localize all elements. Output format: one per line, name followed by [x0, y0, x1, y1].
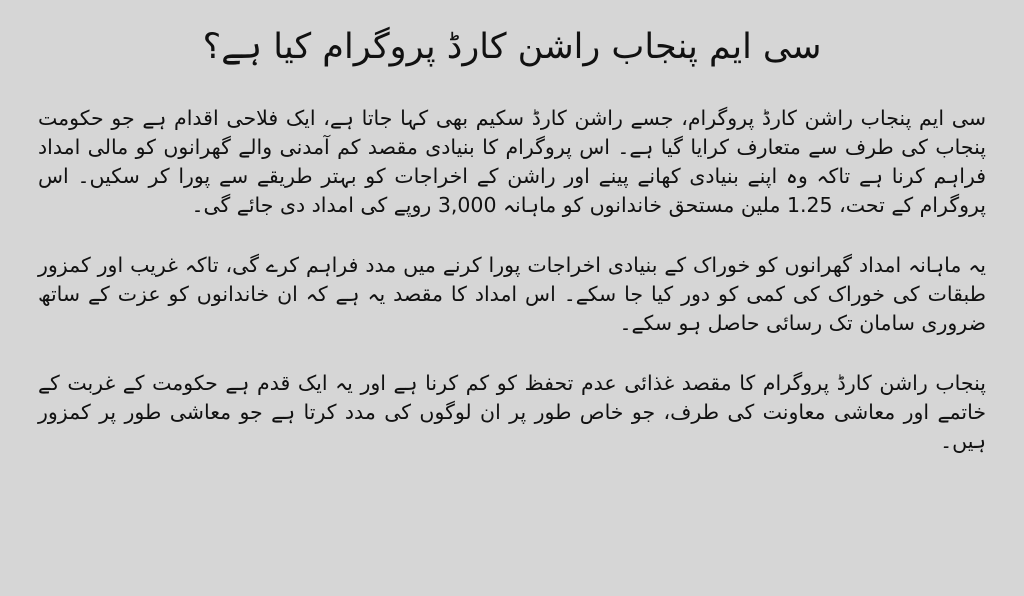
article-paragraph-1: سی ایم پنجاب راشن کارڈ پروگرام، جسے راشن کارڈ سکیم بھی کہا جاتا ہے، ایک فلاحی اقدام ہے جو حکومت پنجاب کی طرف سے متعارف کرایا گیا ہے۔ اس پروگرام کا بنیادی مقصد کم آمدنی والے گھرانوں کو مالی امداد فراہم کرنا ہے تاکہ وہ اپنے بنیادی کھانے پینے اور راشن کے اخراجات کو بہتر طریقے سے پورا کر سکیں۔ اس پروگرام کے تحت، 1.25 ملین مستحق خاندانوں کو ماہانہ 3,000 روپے کی امداد دی جائے گی۔	[38, 106, 986, 218]
article-paragraph-2: یہ ماہانہ امداد گھرانوں کو خوراک کے بنیادی اخراجات پورا کرنے میں مدد فراہم کرے گی، تاکہ غریب اور کمزور طبقات کی خوراک کی کمی کو دور کیا جا سکے۔ اس امداد کا مقصد یہ ہے کہ ان خاندانوں کو عزت کے ساتھ ضروری سامان تک رسائی حاصل ہو سکے۔	[38, 253, 986, 336]
article-title: سی ایم پنجاب راشن کارڈ پروگرام کیا ہے؟	[202, 27, 822, 67]
article-paragraph-3: پنجاب راشن کارڈ پروگرام کا مقصد غذائی عدم تحفظ کو کم کرنا ہے اور یہ ایک قدم ہے حکومت کے غربت کے خاتمے اور معاشی معاونت کی طرف، جو خاص طور پر ان لوگوں کی مدد کرتا ہے جو معاشی طور پر کمزور ہیں۔	[38, 371, 986, 454]
